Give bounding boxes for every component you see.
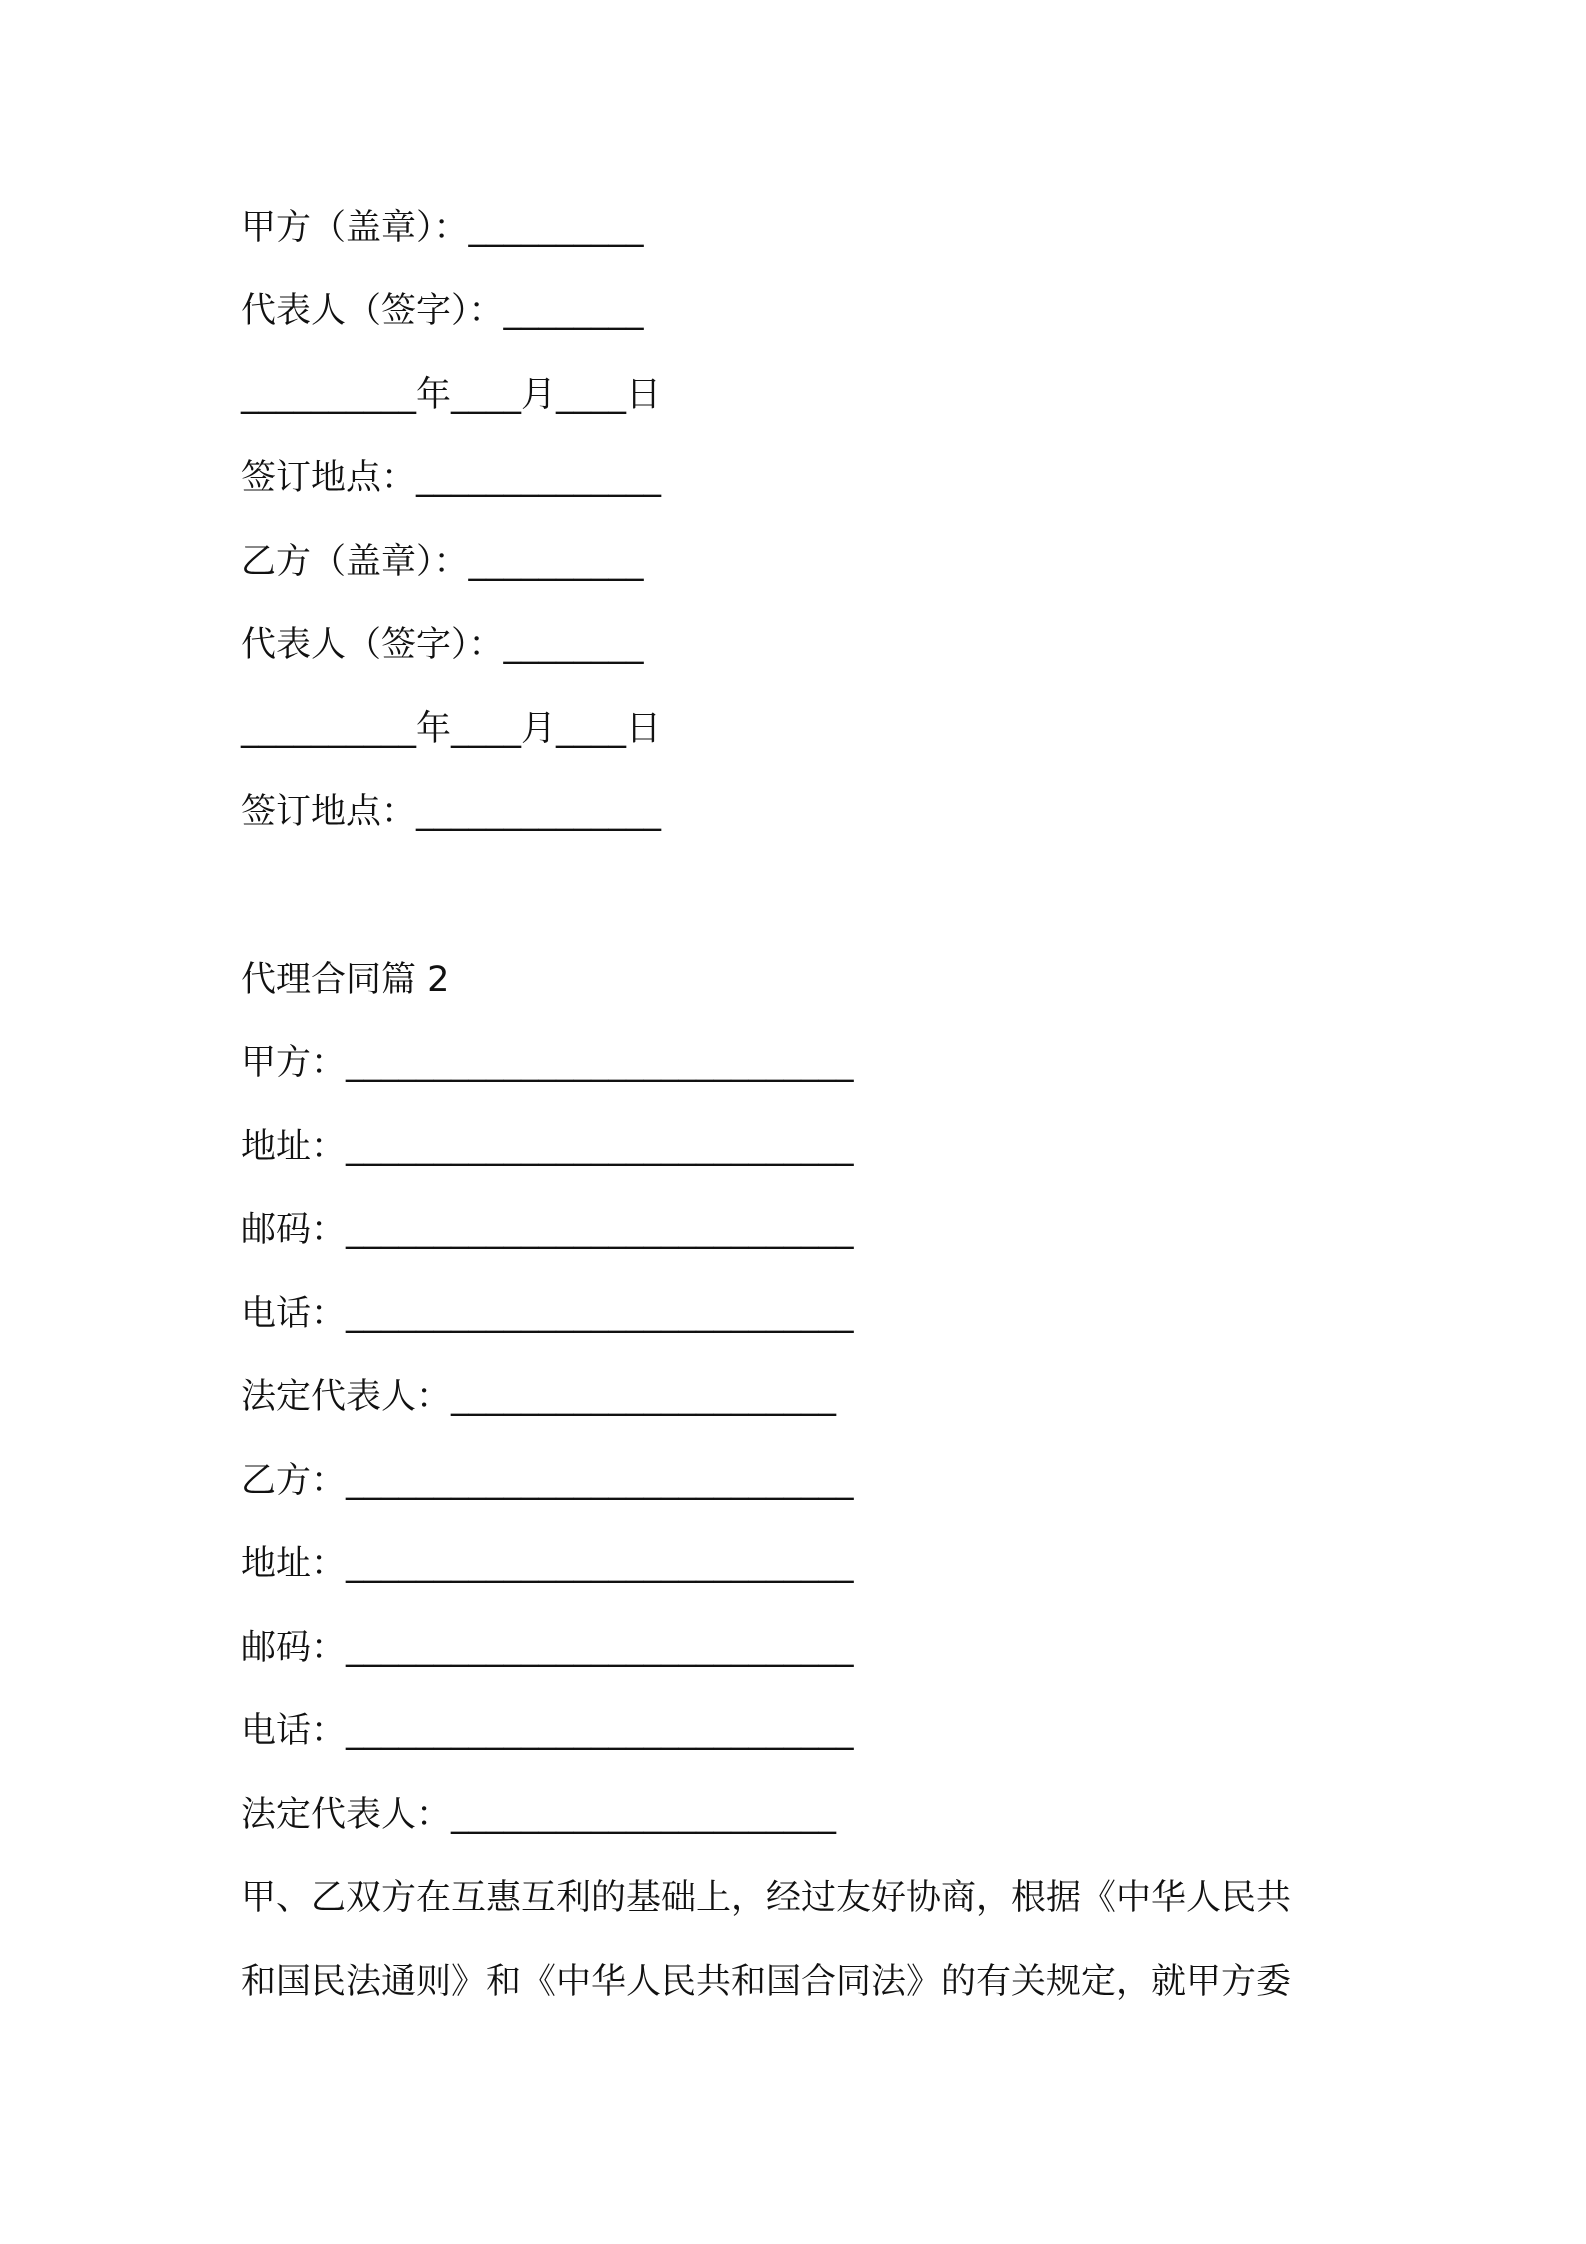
party-b-legal-representative-line: 法定代表人：______________________: [241, 1795, 837, 1835]
contract-heading: 代理合同篇 2: [241, 960, 450, 1000]
party-b-date-line: __________年____月____日: [241, 709, 662, 749]
party-a-postcode-line: 邮码：_____________________________: [241, 1210, 854, 1250]
party-b-name-line: 乙方：_____________________________: [241, 1461, 854, 1501]
party-a-phone-line: 电话：_____________________________: [241, 1294, 854, 1334]
party-a-address-line: 地址：_____________________________: [241, 1127, 854, 1167]
party-b-signing-place-line: 签订地点：______________: [241, 792, 662, 832]
party-b-phone-line: 电话：_____________________________: [241, 1711, 854, 1751]
party-b-representative-line: 代表人（签字）：________: [241, 625, 644, 665]
party-a-legal-representative-line: 法定代表人：______________________: [241, 1377, 837, 1417]
party-b-seal-line: 乙方（盖章）：__________: [241, 542, 644, 582]
party-b-postcode-line: 邮码：_____________________________: [241, 1628, 854, 1668]
party-a-signing-place-line: 签订地点：______________: [241, 458, 662, 498]
preamble-line-2: 和国民法通则》和《中华人民共和国合同法》的有关规定，就甲方委: [241, 1962, 1292, 2002]
party-a-representative-line: 代表人（签字）：________: [241, 291, 644, 331]
party-a-name-line: 甲方：_____________________________: [241, 1043, 854, 1083]
party-b-address-line: 地址：_____________________________: [241, 1544, 854, 1584]
party-a-date-line: __________年____月____日: [241, 375, 662, 415]
preamble-line-1: 甲、乙双方在互惠互利的基础上，经过友好协商，根据《中华人民共: [241, 1878, 1292, 1918]
party-a-seal-line: 甲方（盖章）：__________: [241, 208, 644, 248]
